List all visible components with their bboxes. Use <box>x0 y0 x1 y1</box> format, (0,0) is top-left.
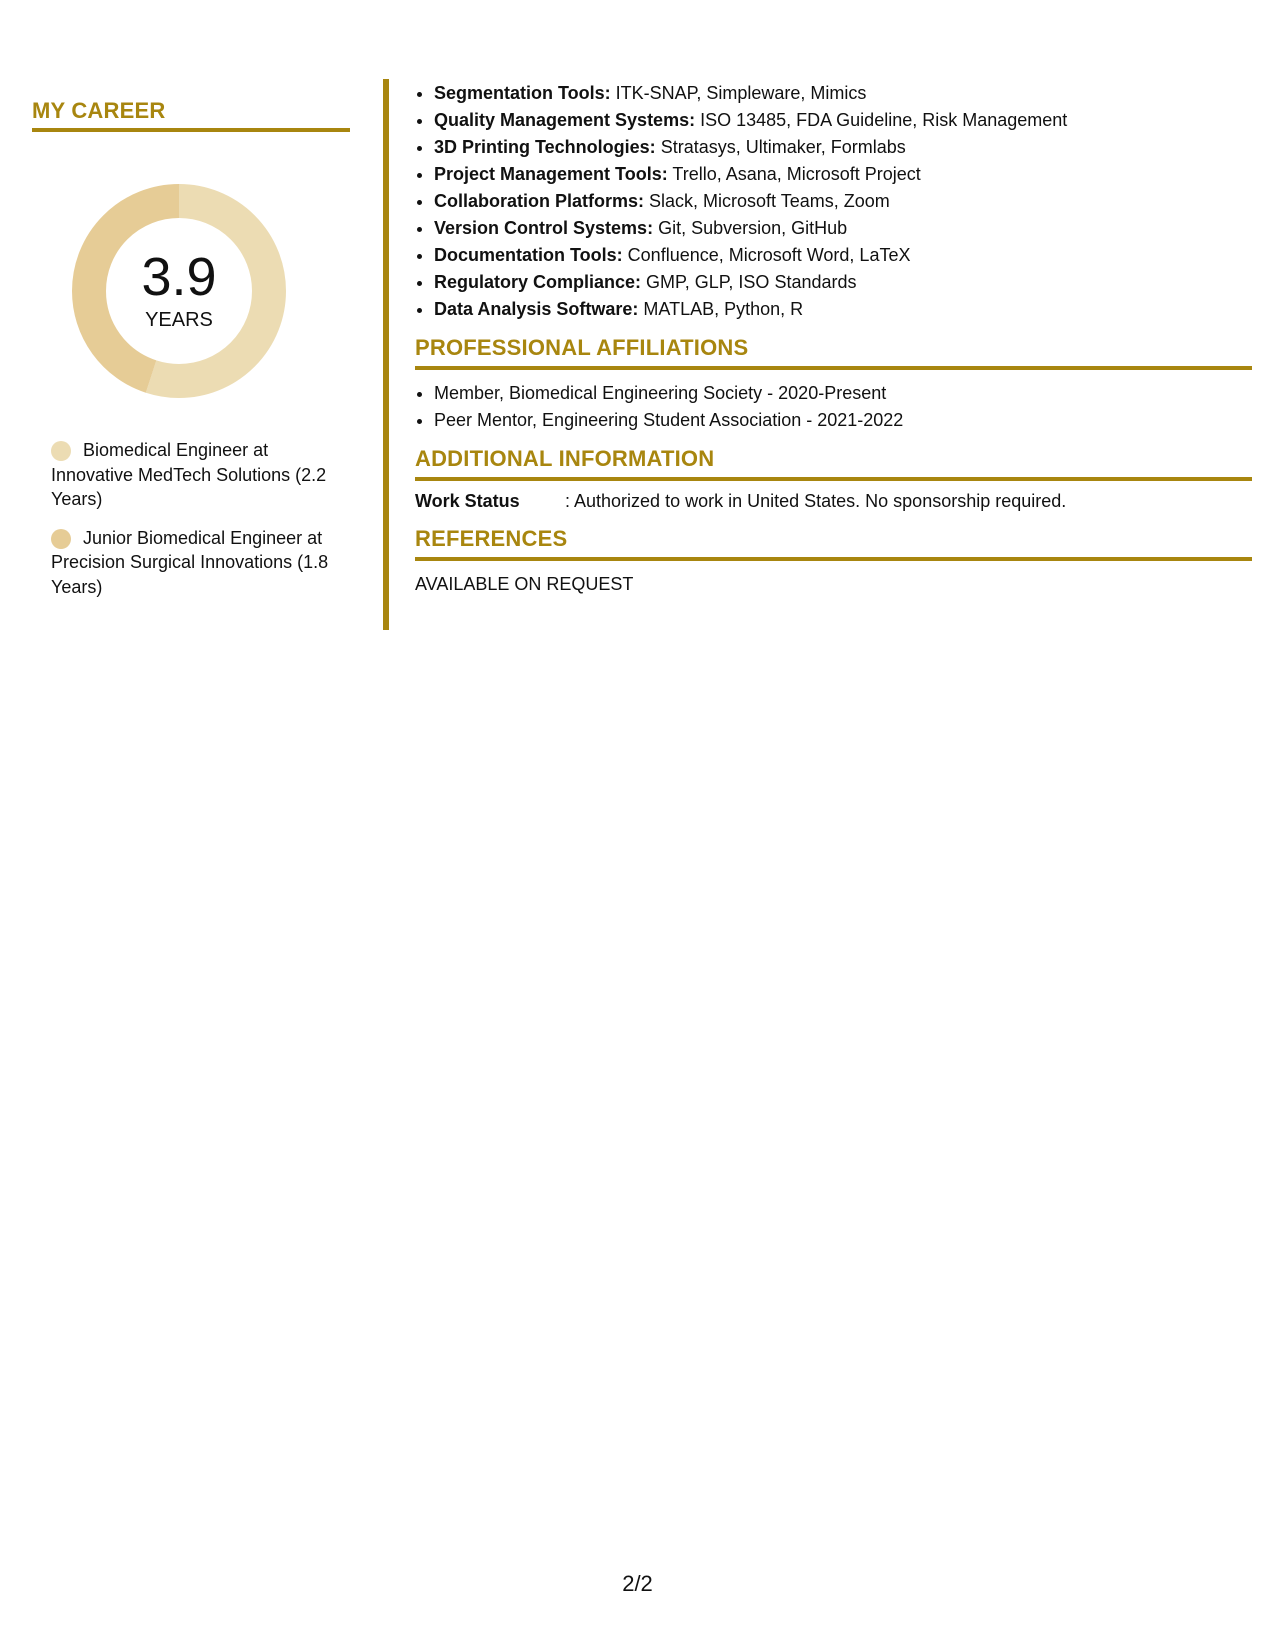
career-legend-item <box>51 438 341 512</box>
skill-item <box>434 134 1252 161</box>
skill-value: ISO 13485, FDA Guideline, Risk Management <box>695 110 1068 130</box>
main-column <box>415 80 1252 597</box>
work-status-row <box>415 488 1252 514</box>
skill-item <box>434 188 1252 215</box>
skill-label: Documentation Tools: <box>434 245 623 265</box>
skill-value: ITK-SNAP, Simpleware, Mimics <box>610 83 867 103</box>
legend-dot-icon <box>51 529 71 549</box>
skill-value: Slack, Microsoft Teams, Zoom <box>644 191 890 211</box>
career-sidebar <box>32 98 350 613</box>
career-role-text: Biomedical Engineer at Innovative MedTech Solutions (2.2 Years) <box>51 440 327 509</box>
skill-item <box>434 296 1252 323</box>
skill-value: Stratasys, Ultimaker, Formlabs <box>655 137 906 157</box>
skill-label: Project Management Tools: <box>434 164 668 184</box>
skill-label: Segmentation Tools: <box>434 83 611 103</box>
skill-item <box>434 107 1252 134</box>
column-divider <box>383 79 389 630</box>
work-status-value: : Authorized to work in United States. No sponsorship required. <box>565 491 1067 511</box>
skill-item <box>434 80 1252 107</box>
skill-label: Quality Management Systems: <box>434 110 696 130</box>
additional-info-title: ADDITIONAL INFORMATION <box>415 445 1252 481</box>
skill-value: Confluence, Microsoft Word, LaTeX <box>622 245 911 265</box>
skill-item <box>434 215 1252 242</box>
skill-value: Git, Subversion, GitHub <box>653 218 848 238</box>
references-title: REFERENCES <box>415 525 1252 561</box>
skill-label: Regulatory Compliance: <box>434 272 642 292</box>
career-legend-item <box>51 526 341 600</box>
skill-label: Collaboration Platforms: <box>434 191 645 211</box>
page-number: 2/2 <box>622 1571 653 1596</box>
affiliations-list <box>415 380 1252 434</box>
total-years-value: 3.9 <box>141 247 217 307</box>
skill-label: Data Analysis Software: <box>434 299 639 319</box>
affiliations-section <box>415 334 1252 434</box>
donut-center <box>66 178 292 404</box>
skill-label: 3D Printing Technologies: <box>434 137 656 157</box>
references-section <box>415 525 1252 597</box>
skill-item <box>434 242 1252 269</box>
skill-value: MATLAB, Python, R <box>638 299 804 319</box>
skill-label: Version Control Systems: <box>434 218 654 238</box>
affiliation-item: • Peer Mentor, Engineering Student Association - 2021-2022 <box>434 407 1252 434</box>
skill-item <box>434 161 1252 188</box>
affiliations-title: PROFESSIONAL AFFILIATIONS <box>415 334 1252 370</box>
total-years-unit: YEARS <box>145 309 213 331</box>
skills-list <box>415 80 1252 323</box>
references-text: AVAILABLE ON REQUEST <box>415 574 634 594</box>
work-status-label: Work Status <box>415 491 520 511</box>
career-legend <box>51 438 341 599</box>
skill-item <box>434 269 1252 296</box>
career-donut-chart <box>66 178 292 404</box>
career-section-title: MY CAREER <box>32 98 350 132</box>
skill-value: GMP, GLP, ISO Standards <box>641 272 857 292</box>
legend-dot-icon <box>51 441 71 461</box>
career-role-text: Junior Biomedical Engineer at Precision Surgical Innovations (1.8 Years) <box>51 527 329 597</box>
skill-value: Trello, Asana, Microsoft Project <box>667 164 921 184</box>
affiliation-item: • Member, Biomedical Engineering Society - 2020-Present <box>434 380 1252 407</box>
additional-info-section <box>415 445 1252 514</box>
